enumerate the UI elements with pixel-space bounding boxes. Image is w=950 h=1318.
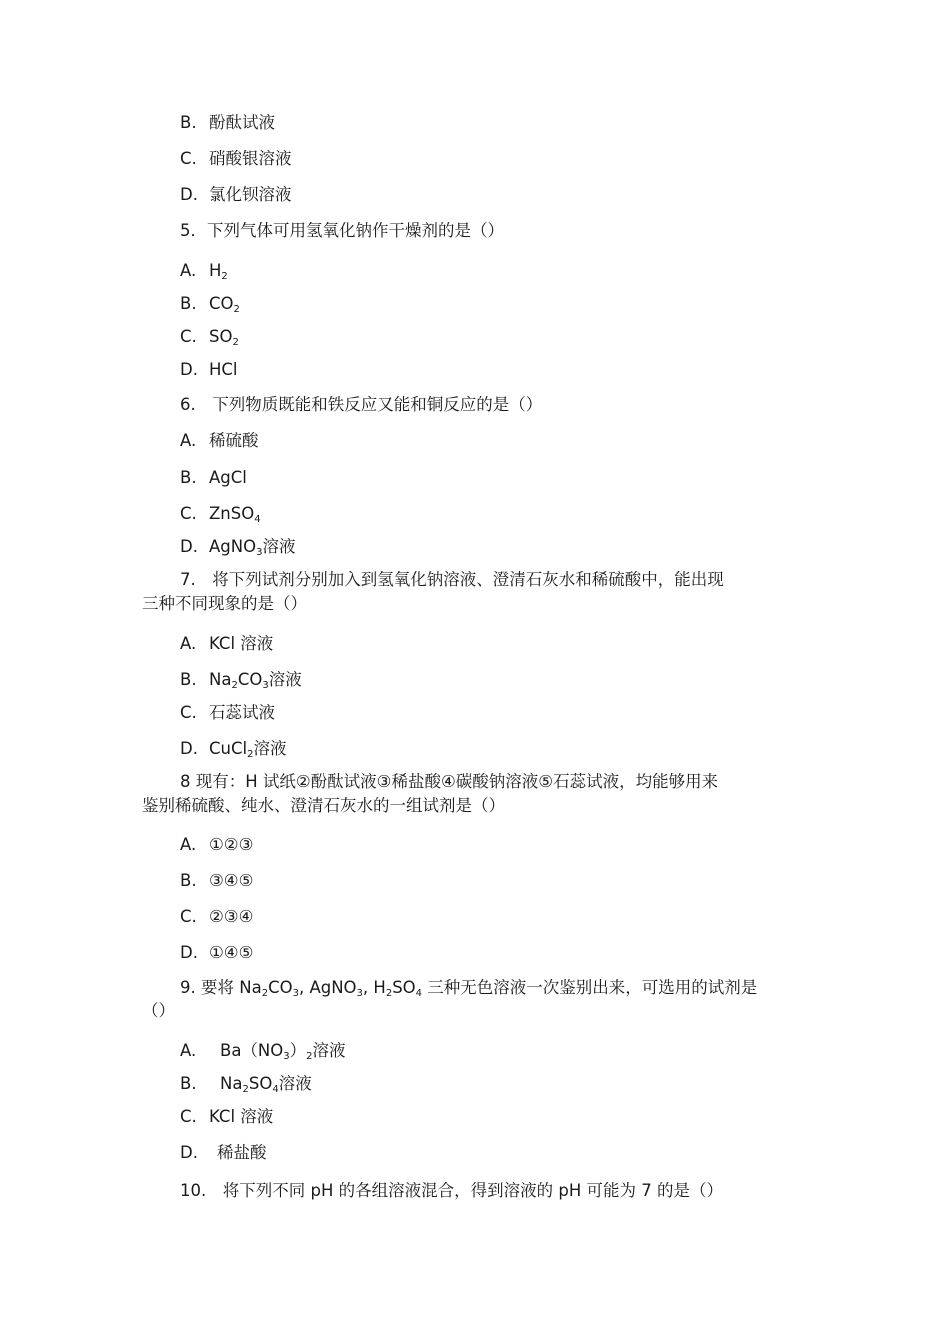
q9-stem-part: 三种无色溶液一次鉴别出来，可选用的试剂是: [422, 978, 758, 997]
q7-stem-line2: 三种不同现象的是（）: [142, 594, 307, 613]
q5-option-a: [180, 260, 228, 282]
q7-option-b: [180, 669, 302, 691]
option-text-suffix: 溶液: [312, 1041, 346, 1060]
option-text-suffix: 溶液: [278, 1074, 312, 1093]
q9-stem-part: , H: [362, 978, 386, 997]
q9-option-b: [180, 1073, 312, 1095]
option-text: Na: [220, 1074, 243, 1093]
option-letter: B.: [180, 1074, 197, 1093]
option-text-mid: CO: [237, 670, 263, 689]
option-letter: C.: [180, 907, 197, 926]
option-text: 石蕊试液: [209, 703, 275, 722]
q9-stem-part: CO: [268, 978, 293, 997]
q7-stem-line1: 7. 将下列试剂分别加入到氢氧化钠溶液、澄清石灰水和稀硫酸中，能出现: [180, 570, 724, 589]
option-text-suffix: 溶液: [253, 739, 287, 758]
option-letter: C.: [180, 327, 197, 346]
q8-option-b: [180, 870, 253, 892]
q5-option-d: [180, 359, 238, 381]
q9-stem-part: 9. 要将 Na: [180, 978, 262, 997]
option-letter: A.: [180, 634, 197, 653]
subscript: 3: [283, 1051, 290, 1062]
q8-stem-line2: 鉴别稀硫酸、纯水、澄清石灰水的一组试剂是（）: [142, 796, 505, 815]
option-text: 酚酞试液: [209, 113, 275, 132]
option-text: Na: [209, 670, 232, 689]
option-text: KCl 溶液: [209, 1107, 274, 1126]
q6-option-d: [180, 536, 295, 558]
option-letter: A.: [180, 261, 197, 280]
option-text: SO: [209, 327, 233, 346]
subscript: 2: [242, 1084, 249, 1095]
option-text: 氯化钡溶液: [209, 185, 292, 204]
subscript: 2: [247, 749, 254, 760]
option-text: CO: [209, 294, 234, 313]
q5-option-c: [180, 326, 239, 348]
option-text: HCl: [209, 360, 238, 379]
q4-option-b: [180, 112, 275, 134]
option-text: H: [209, 261, 222, 280]
option-text: KCl 溶液: [209, 634, 274, 653]
subscript: 2: [232, 337, 239, 348]
option-text: ①④⑤: [209, 943, 254, 962]
option-letter: B.: [180, 468, 197, 487]
subscript: 4: [415, 988, 423, 999]
subscript: 2: [385, 988, 393, 999]
option-letter: D.: [180, 739, 198, 758]
q9-stem-line1: [180, 977, 757, 999]
q4-option-c: [180, 148, 292, 170]
subscript: 3: [262, 680, 269, 691]
q6-option-b: [180, 467, 247, 489]
subscript: 2: [233, 304, 240, 315]
option-letter: B.: [180, 871, 197, 890]
option-text: ②③④: [209, 907, 254, 926]
option-letter: A.: [180, 431, 197, 450]
q8-stem-line1: 8 现有：H 试纸②酚酞试液③稀盐酸④碳酸钠溶液⑤石蕊试液，均能够用来: [180, 772, 719, 791]
q5-stem: 5．下列气体可用氢氧化钠作干燥剂的是（）: [180, 221, 504, 240]
option-text: ①②③: [209, 835, 254, 854]
option-letter: B.: [180, 294, 197, 313]
q9-stem-part: SO: [392, 978, 416, 997]
option-text: 硝酸银溶液: [209, 149, 292, 168]
subscript: 4: [254, 514, 261, 525]
subscript: 3: [256, 547, 263, 558]
q9-option-a: [180, 1040, 346, 1062]
option-letter: D.: [180, 537, 198, 556]
q8-option-a: [180, 834, 253, 856]
option-letter: B.: [180, 670, 197, 689]
subscript: 2: [306, 1051, 313, 1062]
q9-option-c: [180, 1106, 273, 1128]
subscript: 3: [292, 988, 299, 999]
subscript: 2: [221, 271, 228, 282]
option-letter: A.: [180, 1041, 197, 1060]
q9-stem-part: , AgNO: [298, 978, 357, 997]
option-letter: C.: [180, 1107, 197, 1126]
q6-stem: 6. 下列物质既能和铁反应又能和铜反应的是（）: [180, 395, 543, 414]
option-text: AgNO: [209, 537, 257, 556]
option-letter: C.: [180, 504, 197, 523]
option-text: AgCl: [209, 468, 247, 487]
option-letter: D.: [180, 360, 198, 379]
q8-option-c: [180, 906, 253, 928]
option-letter: D.: [180, 1143, 198, 1162]
subscript: 4: [272, 1084, 279, 1095]
option-text: Ba（NO: [220, 1041, 284, 1060]
option-text-suffix: 溶液: [268, 670, 302, 689]
q7-option-d: [180, 738, 286, 760]
option-text: 稀硫酸: [209, 431, 259, 450]
subscript: 3: [356, 988, 363, 999]
option-text: ）: [289, 1041, 307, 1060]
option-letter: B.: [180, 113, 197, 132]
option-text: SO: [248, 1074, 273, 1093]
q10-stem: 10. 将下列不同 pH 的各组溶液混合，得到溶液的 pH 可能为 7 的是（）: [180, 1181, 723, 1200]
option-text: ZnSO: [209, 504, 255, 523]
option-letter: D.: [180, 943, 198, 962]
option-letter: A.: [180, 835, 197, 854]
q6-option-c: [180, 503, 261, 525]
option-text: CuCl: [209, 739, 248, 758]
option-text: ③④⑤: [209, 871, 254, 890]
q6-option-a: [180, 430, 259, 452]
q4-option-d: [180, 184, 292, 206]
option-letter: C.: [180, 703, 197, 722]
q7-option-c: [180, 702, 275, 724]
q8-option-d: [180, 942, 253, 964]
q5-option-b: [180, 293, 240, 315]
subscript: 2: [231, 680, 238, 691]
option-text-suffix: 溶液: [262, 537, 296, 556]
subscript: 2: [261, 988, 269, 999]
q9-option-d: [180, 1142, 267, 1164]
q9-stem-line2: （）: [142, 1001, 175, 1020]
option-letter: D.: [180, 185, 198, 204]
option-letter: C.: [180, 149, 197, 168]
q7-option-a: [180, 633, 273, 655]
option-text: 稀盐酸: [217, 1143, 267, 1162]
